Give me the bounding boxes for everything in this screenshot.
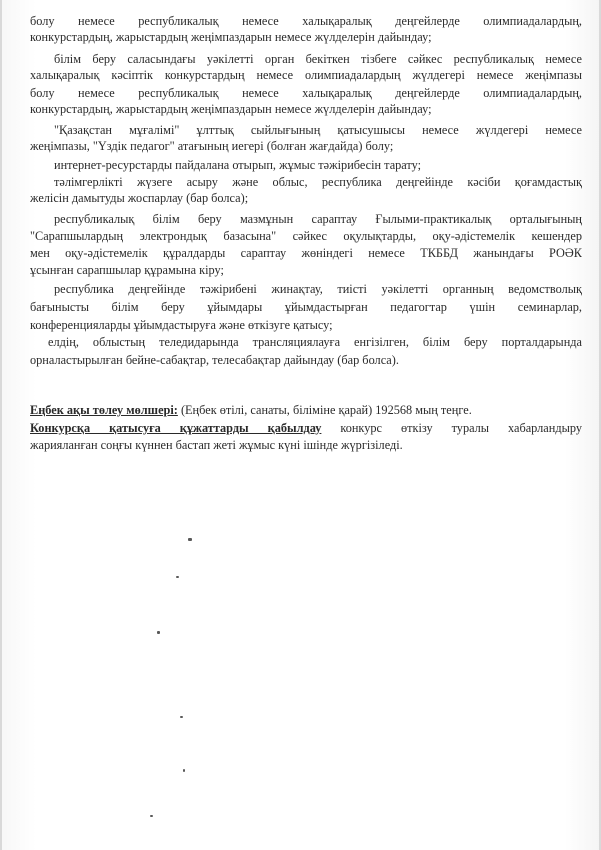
duty-line-1: болу немесе республикалық немесе халықаралық деңгейлерде олимпиадалардың,: [30, 14, 582, 28]
duty-line-20: орналастырылған бейне-сабақтар, телесабақтар дайындау (бар болса).: [30, 353, 399, 367]
duty-line-14: мен оқу-әдістемелік құралдарды сараптау жөніндегі немесе ТКББД жанындағы РОӘК: [30, 246, 582, 260]
duty-line-13: "Сарапшылардың электрондық базасына" сәйкес оқулықтарды, оқу-әдістемелік кешендер: [30, 229, 582, 243]
scan-speck: [150, 815, 153, 817]
scan-edge-left: [0, 0, 2, 850]
scan-speck: [183, 769, 185, 772]
acceptance-paragraph-line-2: жарияланған соңғы күннен бастап жеті жұмыс күні ішінде жүргізіледі.: [30, 438, 403, 452]
duty-line-4: халықаралық кәсіптік конкурстардың немесе олимпиадалардың жүлдегері немесе жеңімпазы: [30, 68, 582, 82]
duty-line-2: конкурстардың, жарыстардың жеңімпаздарын немесе жүлделерін дайындау;: [30, 30, 432, 44]
acceptance-text-1: конкурс өткізу туралы хабарландыру: [321, 421, 582, 435]
salary-text: (Еңбек өтілі, санаты, біліміне қарай) 192568 мың теңге.: [177, 403, 472, 417]
duty-line-19: елдің, облыстың теледидарында трансляциялауға енгізілген, білім беру порталдарында: [48, 335, 582, 349]
duty-line-18: конференцияларды ұйымдастыруға және өткізуге қатысу;: [30, 318, 333, 332]
duty-line-16: республика деңгейінде тәжірибені жинақтау, тиісті уәкілетті органның ведомстволық: [54, 282, 582, 296]
duty-line-9: интернет-ресурстарды пайдалана отырып, жұмыс тәжірибесін тарату;: [54, 158, 422, 172]
duty-line-8: жеңімпазы, "Үздік педагог" атағының иегері (болған жағдайда) болу;: [30, 139, 394, 153]
scan-speck: [157, 631, 160, 634]
acceptance-paragraph-line-1: [30, 420, 582, 436]
acceptance-label: Конкурсқа қатысуға құжаттарды қабылдау: [30, 421, 322, 435]
duty-line-5: болу немесе республикалық немесе халықаралық деңгейлерде олимпиадалардың,: [30, 86, 582, 100]
duty-line-12: республикалық білім беру мазмұнын сараптау Ғылыми-практикалық орталығының: [54, 212, 582, 226]
duty-line-3: білім беру саласындағы уәкілетті орган бекіткен тізбеге сәйкес республикалық немесе: [54, 52, 582, 66]
scan-speck: [188, 538, 192, 541]
scan-speck: [176, 576, 179, 578]
duty-line-10: тәлімгерлікті жүзеге асыру және облыс, республика деңгейінде кәсіби қоғамдастық: [54, 175, 582, 189]
duty-line-6: конкурстардың, жарыстардың жеңімпаздарын немесе жүлделерін дайындау;: [30, 102, 432, 116]
salary-paragraph: [30, 402, 582, 418]
scan-speck: [180, 716, 183, 718]
duty-line-15: ұсынған сарапшылар құрамына кіру;: [30, 263, 224, 277]
duty-line-17: бағынысты білім беру ұйымдары ұйымдастырған педагогтар үшін семинарлар,: [30, 300, 582, 314]
duty-line-7: "Қазақстан мұғалімі" ұлттық сыйлығының қатысушысы немесе жүлдегері немесе: [54, 123, 582, 137]
salary-label: Еңбек ақы төлеу мөлшері:: [30, 403, 178, 417]
duty-line-11: желісін дамытуды жоспарлау (бар болса);: [30, 191, 249, 205]
